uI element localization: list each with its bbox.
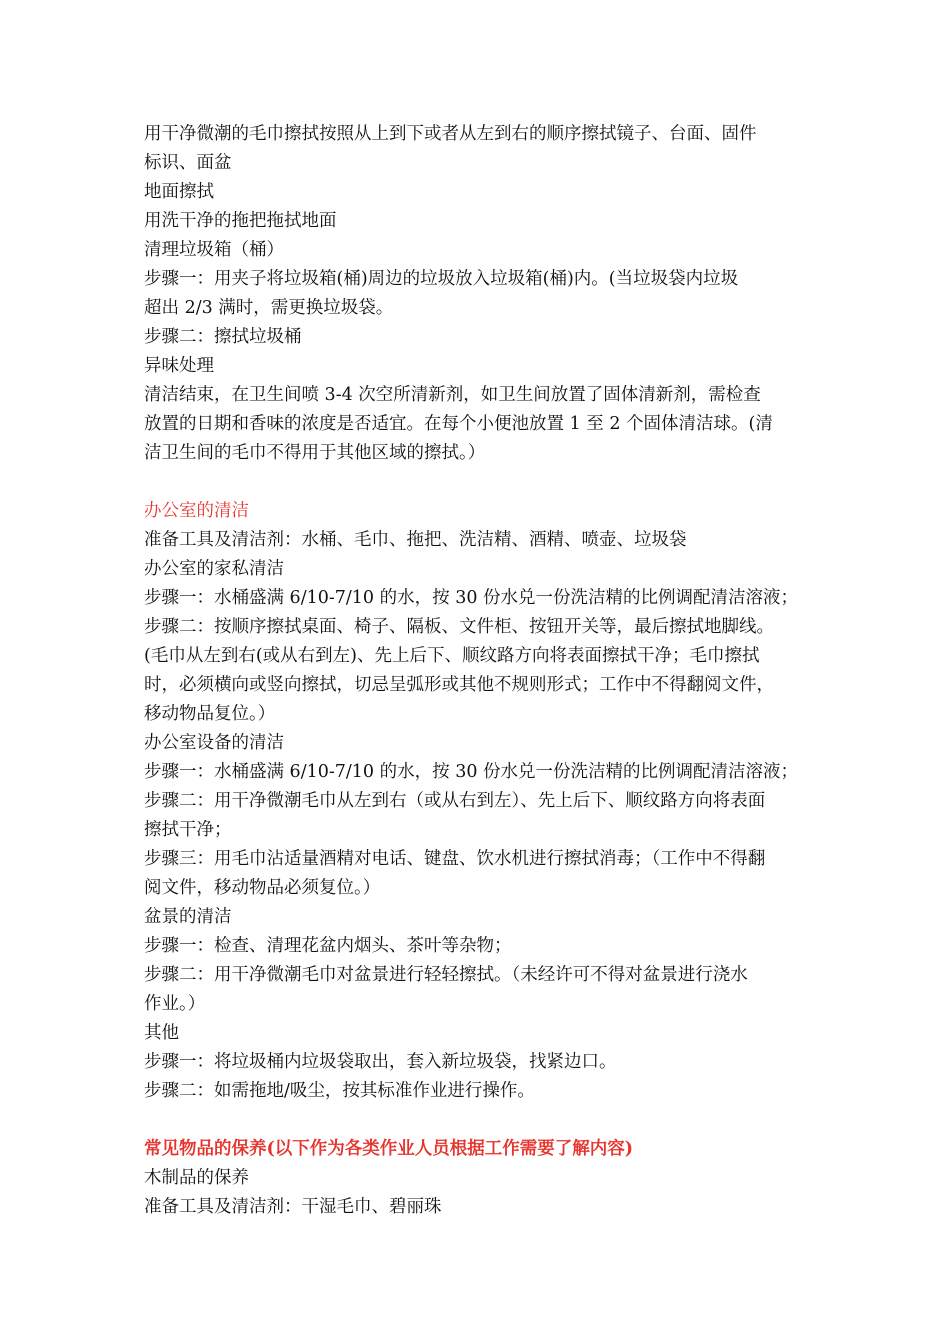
body-line: 步骤一：水桶盛满 6/10-7/10 的水，按 30 份水兑一份洗洁精的比例调配清洁溶液；	[144, 762, 799, 782]
body-line: (毛巾从左到右(或从右到左)、先上后下、顺纹路方向将表面擦拭干净；毛巾擦拭	[144, 646, 760, 666]
body-line: 准备工具及清洁剂：干湿毛巾、碧丽珠	[144, 1197, 442, 1217]
body-line: 步骤一：将垃圾桶内垃圾袋取出，套入新垃圾袋，找紧边口。	[144, 1052, 617, 1072]
section-restroom-cleaning	[144, 120, 812, 468]
body-line: 放置的日期和香味的浓度是否适宜。在每个小便池放置 1 至 2 个固体清洁球。(清	[144, 414, 773, 434]
body-line: 步骤二：如需拖地/吸尘，按其标准作业进行操作。	[144, 1081, 535, 1101]
body-line: 步骤一：水桶盛满 6/10-7/10 的水，按 30 份水兑一份洗洁精的比例调配清洁溶液；	[144, 588, 799, 608]
document-page	[144, 120, 812, 1222]
body-line: 步骤二：擦拭垃圾桶	[144, 327, 302, 347]
subheading: 地面擦拭	[144, 182, 214, 202]
body-line: 用洗干净的拖把拖拭地面	[144, 211, 337, 231]
body-line: 标识、面盆	[144, 153, 232, 173]
subheading: 其他	[144, 1023, 179, 1043]
body-line: 准备工具及清洁剂：水桶、毛巾、拖把、洗洁精、酒精、喷壶、垃圾袋	[144, 530, 687, 550]
body-line: 步骤二：按顺序擦拭桌面、椅子、隔板、文件柜、按钮开关等，最后擦拭地脚线。	[144, 617, 774, 637]
subheading: 木制品的保养	[144, 1168, 249, 1188]
body-line: 移动物品复位。）	[144, 704, 276, 724]
body-line: 步骤二：用干净微潮毛巾从左到右（或从右到左）、先上后下、顺纹路方向将表面	[144, 791, 766, 811]
section-heading: 办公室的清洁	[144, 501, 249, 521]
body-line: 用干净微潮的毛巾擦拭按照从上到下或者从左到右的顺序擦拭镜子、台面、固件	[144, 124, 757, 144]
body-line: 洁卫生间的毛巾不得用于其他区域的擦拭。）	[144, 443, 486, 463]
subheading: 盆景的清洁	[144, 907, 232, 927]
section-office-cleaning	[144, 497, 812, 1106]
body-line: 擦拭干净；	[144, 820, 232, 840]
paragraph-gap	[144, 1106, 812, 1135]
section-item-maintenance	[144, 1135, 812, 1222]
body-line: 步骤一：检查、清理花盆内烟头、茶叶等杂物；	[144, 936, 512, 956]
body-line: 步骤二：用干净微潮毛巾对盆景进行轻轻擦拭。（未经许可不得对盆景进行浇水	[144, 965, 748, 985]
body-line: 作业。）	[144, 994, 206, 1014]
subheading: 清理垃圾箱（桶）	[144, 240, 284, 260]
subheading: 办公室设备的清洁	[144, 733, 284, 753]
body-line: 阅文件，移动物品必须复位。）	[144, 878, 381, 898]
body-line: 步骤一：用夹子将垃圾箱(桶)周边的垃圾放入垃圾箱(桶)内。(当垃圾袋内垃圾	[144, 269, 739, 289]
body-line: 时，必须横向或竖向擦拭，切忌呈弧形或其他不规则形式；工作中不得翻阅文件，	[144, 675, 774, 695]
body-line: 步骤三：用毛巾沾适量酒精对电话、键盘、饮水机进行擦拭消毒；（工作中不得翻	[144, 849, 766, 869]
subheading: 异味处理	[144, 356, 214, 376]
body-line: 超出 2/3 满时，需更换垃圾袋。	[144, 298, 394, 318]
body-line: 清洁结束，在卫生间喷 3-4 次空所清新剂，如卫生间放置了固体清新剂，需检查	[144, 385, 761, 405]
subheading: 办公室的家私清洁	[144, 559, 284, 579]
section-heading: 常见物品的保养(以下作为各类作业人员根据工作需要了解内容)	[144, 1139, 634, 1159]
paragraph-gap	[144, 468, 812, 497]
